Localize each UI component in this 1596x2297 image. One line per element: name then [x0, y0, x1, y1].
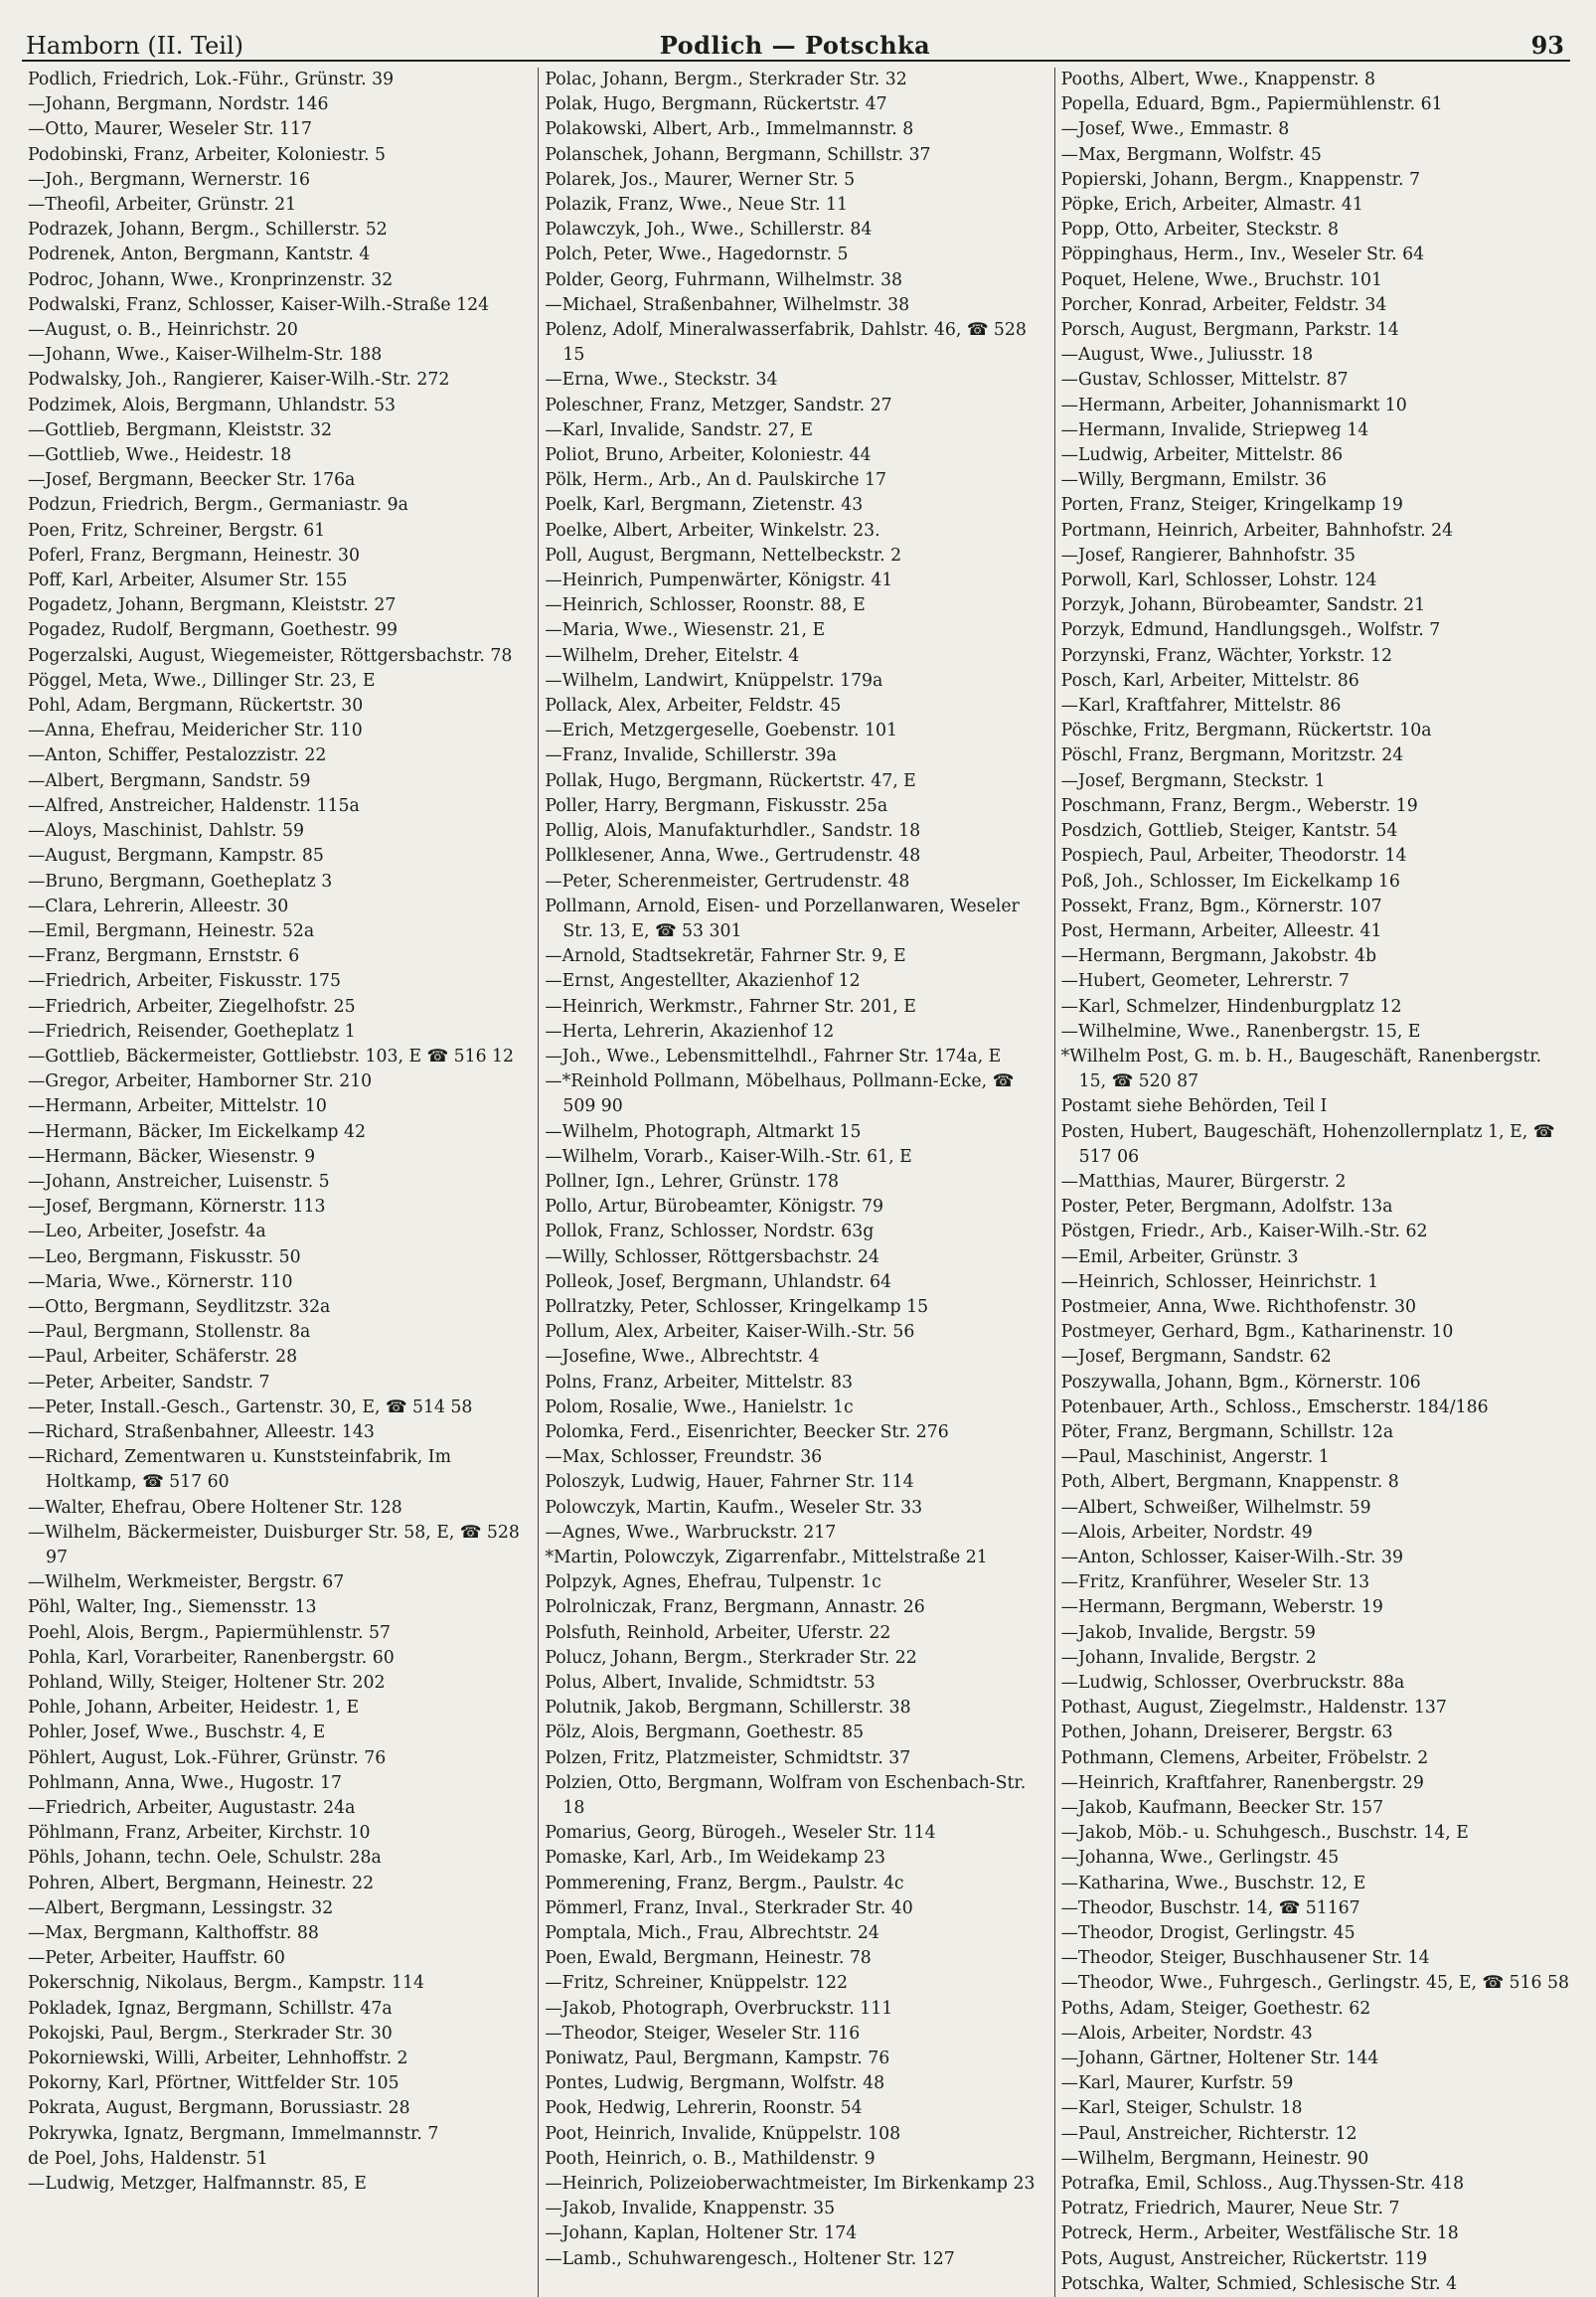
- directory-entry: —Gregor, Arbeiter, Hamborner Str. 210: [28, 1071, 373, 1092]
- directory-entry: —Fritz, Kranführer, Weseler Str. 13: [1060, 1572, 1370, 1593]
- directory-entry: —Wilhelm, Werkmeister, Bergstr. 67: [28, 1572, 345, 1593]
- directory-entry: Pöter, Franz, Bergmann, Schillstr. 12a: [1060, 1421, 1394, 1442]
- directory-entry: Poll, August, Bergmann, Nettelbeckstr. 2: [545, 545, 902, 566]
- directory-entry: —Hermann, Arbeiter, Mittelstr. 10: [28, 1096, 327, 1117]
- directory-entry: Pollratzky, Peter, Schlosser, Kringelkamp 15: [545, 1296, 929, 1317]
- directory-entry: —Josefine, Wwe., Albrechtstr. 4: [545, 1347, 820, 1368]
- directory-entry: Porten, Franz, Steiger, Kringelkamp 19: [1060, 495, 1403, 516]
- directory-entry: —Gottlieb, Bergmann, Kleiststr. 32: [28, 419, 333, 440]
- directory-entry: Pöggel, Meta, Wwe., Dillinger Str. 23, E: [28, 670, 376, 691]
- directory-entry: Post, Hermann, Arbeiter, Alleestr. 41: [1060, 920, 1382, 941]
- directory-entry: Podwalsky, Joh., Rangierer, Kaiser-Wilh.-Str. 272: [28, 370, 450, 391]
- directory-entry: Poller, Harry, Bergmann, Fiskusstr. 25a: [545, 795, 888, 816]
- directory-entry: Postmeyer, Gerhard, Bgm., Katharinenstr. 10: [1060, 1322, 1454, 1343]
- directory-entry: —Johann, Anstreicher, Luisenstr. 5: [28, 1171, 330, 1192]
- directory-entry: —Hermann, Invalide, Striepweg 14: [1060, 419, 1369, 440]
- directory-entry: Poen, Ewald, Bergmann, Heinestr. 78: [545, 1948, 872, 1969]
- directory-entry: —Karl, Schmelzer, Hindenburgplatz 12: [1060, 996, 1402, 1017]
- directory-entry: —Theodor, Drogist, Gerlingstr. 45: [1060, 1923, 1356, 1944]
- directory-entry: Podzimek, Alois, Bergmann, Uhlandstr. 53: [28, 395, 396, 415]
- directory-entry: Pohlmann, Anna, Wwe., Hugostr. 17: [28, 1772, 343, 1793]
- directory-entry: —Hermann, Arbeiter, Johannismarkt 10: [1060, 395, 1407, 415]
- directory-entry: Polsfuth, Reinhold, Arbeiter, Uferstr. 22: [545, 1622, 891, 1643]
- directory-entry: —Agnes, Wwe., Warbruckstr. 217: [545, 1522, 837, 1543]
- directory-entry: Podrazek, Johann, Bergm., Schillerstr. 52: [28, 220, 388, 241]
- directory-entry: —Jakob, Möb.- u. Schuhgesch., Buschstr. 14, E: [1060, 1823, 1469, 1844]
- directory-entry: Posten, Hubert, Baugeschäft, Hohenzollernplatz 1, E, ☎ 517 06: [1060, 1121, 1555, 1167]
- directory-entry: —Gottlieb, Wwe., Heidestr. 18: [28, 445, 292, 466]
- directory-entry: Potratz, Friedrich, Maurer, Neue Str. 7: [1060, 2199, 1400, 2219]
- directory-entry: Podlich, Friedrich, Lok.-Führ., Grünstr. 39: [28, 70, 395, 89]
- directory-entry: Pothen, Johann, Dreiserer, Bergstr. 63: [1060, 1723, 1393, 1743]
- directory-entry: Pokojski, Paul, Bergm., Sterkrader Str. 30: [28, 2023, 393, 2044]
- directory-entry: —Matthias, Maurer, Bürgerstr. 2: [1060, 1171, 1347, 1192]
- directory-entry: Pomptala, Mich., Frau, Albrechtstr. 24: [545, 1923, 879, 1944]
- directory-entry: Popp, Otto, Arbeiter, Steckstr. 8: [1060, 220, 1339, 241]
- running-head-district: Hamborn (II. Teil): [26, 32, 244, 60]
- directory-entry: Poot, Heinrich, Invalide, Knüppelstr. 108: [545, 2123, 901, 2144]
- directory-entry: Polleok, Josef, Bergmann, Uhlandstr. 64: [545, 1271, 892, 1292]
- directory-entry: Polucz, Johann, Bergm., Sterkrader Str. 22: [545, 1647, 917, 1668]
- directory-entry: Porcher, Konrad, Arbeiter, Feldstr. 34: [1060, 294, 1387, 315]
- directory-entry: Pogerzalski, August, Wiegemeister, Röttgersbachstr. 78: [28, 645, 513, 666]
- directory-entry: —Joh., Bergmann, Wernerstr. 16: [28, 169, 311, 190]
- directory-entry: Pollum, Alex, Arbeiter, Kaiser-Wilh.-Str. 56: [545, 1322, 915, 1343]
- directory-entry: —Heinrich, Schlosser, Heinrichstr. 1: [1060, 1271, 1379, 1292]
- directory-entry: —Friedrich, Reisender, Goetheplatz 1: [28, 1021, 356, 1042]
- directory-entry: Pöschke, Fritz, Bergmann, Rückertstr. 10a: [1060, 721, 1432, 741]
- directory-entry: Potreck, Herm., Arbeiter, Westfälische Str. 18: [1060, 2223, 1459, 2244]
- directory-entry: —Max, Schlosser, Freundstr. 36: [545, 1447, 823, 1468]
- directory-entry: Pohren, Albert, Bergmann, Heinestr. 22: [28, 1873, 375, 1893]
- directory-entry: Poferl, Franz, Bergmann, Heinestr. 30: [28, 545, 361, 566]
- directory-entry: —Erna, Wwe., Steckstr. 34: [545, 370, 778, 391]
- directory-entry: —Wilhelm, Bäckermeister, Duisburger Str. 58, E, ☎ 528 97: [28, 1522, 520, 1567]
- directory-entry: Pömmerl, Franz, Inval., Sterkrader Str. 40: [545, 1897, 913, 1918]
- directory-entry: Pothast, August, Ziegelmstr., Haldenstr. 137: [1060, 1698, 1447, 1719]
- directory-entry: Polpzyk, Agnes, Ehefrau, Tulpenstr. 1c: [545, 1572, 881, 1593]
- directory-entry: Pollner, Ign., Lehrer, Grünstr. 178: [545, 1171, 840, 1192]
- directory-entry: —Alois, Arbeiter, Nordstr. 43: [1060, 2023, 1313, 2044]
- directory-entry: Pokrywka, Ignatz, Bergmann, Immelmannstr. 7: [28, 2123, 439, 2144]
- directory-entry: Polakowski, Albert, Arb., Immelmannstr. 8: [545, 119, 914, 140]
- directory-entry: Pooth, Heinrich, o. B., Mathildenstr. 9: [545, 2148, 876, 2169]
- directory-entry: Posdzich, Gottlieb, Steiger, Kantstr. 54: [1060, 821, 1398, 842]
- directory-entry: —Paul, Maschinist, Angerstr. 1: [1060, 1447, 1330, 1468]
- directory-entry: Poschmann, Franz, Bergm., Weberstr. 19: [1060, 795, 1418, 816]
- directory-entry: —Johann, Wwe., Kaiser-Wilhelm-Str. 188: [28, 345, 383, 366]
- directory-entry: —Franz, Invalide, Schillerstr. 39a: [545, 745, 837, 766]
- directory-entry: —Joh., Wwe., Lebensmittelhdl., Fahrner Str. 174a, E: [545, 1046, 1002, 1066]
- directory-entry: —Jakob, Kaufmann, Beecker Str. 157: [1060, 1798, 1384, 1819]
- directory-entry: —Karl, Steiger, Schulstr. 18: [1060, 2098, 1303, 2119]
- directory-entry: Polutnik, Jakob, Bergmann, Schillerstr. 38: [545, 1698, 911, 1719]
- column-1: [22, 68, 538, 2297]
- directory-entry: Poquet, Helene, Wwe., Bruchstr. 101: [1060, 269, 1383, 290]
- directory-entry: —Walter, Ehefrau, Obere Holtener Str. 128: [28, 1497, 402, 1518]
- directory-entry: Polarek, Jos., Maurer, Werner Str. 5: [545, 169, 856, 190]
- directory-entry: Poehl, Alois, Bergm., Papiermühlenstr. 57: [28, 1622, 392, 1643]
- directory-entry: Pogadetz, Johann, Bergmann, Kleiststr. 27: [28, 595, 397, 616]
- directory-entry: Pothmann, Clemens, Arbeiter, Fröbelstr. 2: [1060, 1747, 1429, 1768]
- directory-entry: Pohland, Willy, Steiger, Holtener Str. 202: [28, 1673, 386, 1693]
- directory-entry: Pollak, Hugo, Bergmann, Rückertstr. 47, E: [545, 770, 916, 791]
- directory-entry: —Maria, Wwe., Wiesenstr. 21, E: [545, 620, 826, 641]
- directory-entry: —Josef, Bergmann, Beecker Str. 176a: [28, 470, 356, 491]
- directory-entry: —Wilhelm, Bergmann, Heinestr. 90: [1060, 2148, 1369, 2169]
- directory-entry: Porsch, August, Bergmann, Parkstr. 14: [1060, 320, 1399, 341]
- directory-entry: Polns, Franz, Arbeiter, Mittelstr. 83: [545, 1372, 854, 1393]
- directory-entry: Poth, Albert, Bergmann, Knappenstr. 8: [1060, 1472, 1399, 1493]
- directory-entry: Polak, Hugo, Bergmann, Rückertstr. 47: [545, 94, 887, 115]
- directory-entry: Poen, Fritz, Schreiner, Bergstr. 61: [28, 520, 326, 541]
- directory-entry: —Ludwig, Arbeiter, Mittelstr. 86: [1060, 445, 1344, 466]
- directory-entry: Potenbauer, Arth., Schloss., Emscherstr. 184/186: [1060, 1396, 1489, 1417]
- directory-entry: —Leo, Bergmann, Fiskusstr. 50: [28, 1246, 301, 1267]
- directory-entry: Poliot, Bruno, Arbeiter, Koloniestr. 44: [545, 445, 872, 466]
- directory-entry: —Paul, Arbeiter, Schäferstr. 28: [28, 1347, 298, 1368]
- directory-entry: —August, Bergmann, Kampstr. 85: [28, 846, 324, 867]
- directory-entry: —Arnold, Stadtsekretär, Fahrner Str. 9, E: [545, 946, 906, 967]
- directory-entry: Pohl, Adam, Bergmann, Rückertstr. 30: [28, 696, 364, 717]
- directory-entry: Porzynski, Franz, Wächter, Yorkstr. 12: [1060, 645, 1392, 666]
- directory-entry: —Albert, Bergmann, Sandstr. 59: [28, 770, 311, 791]
- directory-entry: Pöpke, Erich, Arbeiter, Almastr. 41: [1060, 195, 1363, 216]
- directory-entry: Posch, Karl, Arbeiter, Mittelstr. 86: [1060, 670, 1359, 691]
- directory-entry: Pots, August, Anstreicher, Rückertstr. 119: [1060, 2248, 1428, 2269]
- directory-entry: Pöhl, Walter, Ing., Siemensstr. 13: [28, 1597, 317, 1618]
- directory-entry: Pollmann, Arnold, Eisen- und Porzellanwaren, Weseler Str. 13, E, ☎ 53 301: [545, 896, 1020, 941]
- directory-entry: Pomarius, Georg, Bürogeh., Weseler Str. 114: [545, 1823, 936, 1844]
- directory-entry: Pook, Hedwig, Lehrerin, Roonstr. 54: [545, 2098, 863, 2119]
- directory-entry: —Aloys, Maschinist, Dahlstr. 59: [28, 821, 304, 842]
- directory-entry: Pospiech, Paul, Arbeiter, Theodorstr. 14: [1060, 846, 1407, 867]
- directory-entry: Polac, Johann, Bergm., Sterkrader Str. 32: [545, 70, 907, 89]
- directory-entry: —Jakob, Invalide, Knappenstr. 35: [545, 2199, 836, 2219]
- directory-entry: Popella, Eduard, Bgm., Papiermühlenstr. 61: [1060, 94, 1443, 115]
- directory-entry: —Theodor, Wwe., Fuhrgesch., Gerlingstr. 45, E, ☎ 516 58: [1060, 1973, 1570, 1994]
- directory-entry: —Erich, Metzgergeselle, Goebenstr. 101: [545, 721, 897, 741]
- directory-entry: Porzyk, Johann, Bürobeamter, Sandstr. 21: [1060, 595, 1426, 616]
- directory-entry: —Anton, Schlosser, Kaiser-Wilh.-Str. 39: [1060, 1547, 1403, 1567]
- directory-entry: Polowczyk, Martin, Kaufm., Weseler Str. 33: [545, 1497, 923, 1518]
- directory-entry: Polrolniczak, Franz, Bergmann, Annastr. 26: [545, 1597, 925, 1618]
- directory-entry: —Michael, Straßenbahner, Wilhelmstr. 38: [545, 294, 910, 315]
- directory-entry: —Richard, Straßenbahner, Alleestr. 143: [28, 1421, 375, 1442]
- directory-entry: —Johann, Bergmann, Nordstr. 146: [28, 94, 329, 115]
- directory-entry: —Hermann, Bäcker, Im Eickelkamp 42: [28, 1121, 366, 1142]
- directory-entry: —Jakob, Photograph, Overbruckstr. 111: [545, 1998, 893, 2019]
- directory-entry: —Wilhelm, Photograph, Altmarkt 15: [545, 1121, 862, 1142]
- directory-entry: *Martin, Polowczyk, Zigarrenfabr., Mittelstraße 21: [545, 1547, 988, 1567]
- directory-entry: Poths, Adam, Steiger, Goethestr. 62: [1060, 1998, 1371, 2019]
- directory-entry: —Josef, Bergmann, Steckstr. 1: [1060, 770, 1326, 791]
- directory-entry: Pollklesener, Anna, Wwe., Gertrudenstr. 48: [545, 846, 921, 867]
- directory-entry: Polanschek, Johann, Bergmann, Schillstr. 37: [545, 144, 931, 165]
- directory-entry: —Hermann, Bergmann, Weberstr. 19: [1060, 1597, 1383, 1618]
- directory-entry: Pöhlert, August, Lok.-Führer, Grünstr. 76: [28, 1747, 387, 1768]
- directory-entry: Potrafka, Emil, Schloss., Aug.Thyssen-Str. 418: [1060, 2174, 1465, 2195]
- directory-entry: —Alfred, Anstreicher, Haldenstr. 115a: [28, 795, 360, 816]
- directory-entry: —Friedrich, Arbeiter, Fiskusstr. 175: [28, 971, 342, 992]
- directory-entry: Postmeier, Anna, Wwe. Richthofenstr. 30: [1060, 1296, 1417, 1317]
- directory-entry: Polenz, Adolf, Mineralwasserfabrik, Dahlstr. 46, ☎ 528 15: [545, 320, 1027, 366]
- directory-entry: —Bruno, Bergmann, Goetheplatz 3: [28, 871, 333, 892]
- directory-entry: Poelk, Karl, Bergmann, Zietenstr. 43: [545, 495, 864, 516]
- directory-entry: Pollo, Artur, Bürobeamter, Königstr. 79: [545, 1197, 883, 1218]
- directory-entry: —Josef, Wwe., Emmastr. 8: [1060, 119, 1290, 140]
- directory-entry: —Ludwig, Schlosser, Overbruckstr. 88a: [1060, 1673, 1405, 1693]
- directory-entry: Pölk, Herm., Arb., An d. Paulskirche 17: [545, 470, 886, 491]
- directory-entry: —Theodor, Steiger, Weseler Str. 116: [545, 2023, 861, 2044]
- directory-entry: Portmann, Heinrich, Arbeiter, Bahnhofstr. 24: [1060, 520, 1454, 541]
- directory-entry: Pohla, Karl, Vorarbeiter, Ranenbergstr. 60: [28, 1647, 395, 1668]
- directory-entry: —Wilhelm, Vorarb., Kaiser-Wilh.-Str. 61, E: [545, 1146, 912, 1167]
- directory-entry: Polch, Peter, Wwe., Hagedornstr. 5: [545, 245, 849, 265]
- directory-entry: Pomaske, Karl, Arb., Im Weidekamp 23: [545, 1848, 885, 1869]
- page-header: [22, 20, 1570, 62]
- directory-entry: Polder, Georg, Fuhrmann, Wilhelmstr. 38: [545, 269, 902, 290]
- directory-entry: —Clara, Lehrerin, Alleestr. 30: [28, 896, 289, 916]
- directory-entry: Pokorniewski, Willi, Arbeiter, Lehnhoffstr. 2: [28, 2049, 408, 2069]
- directory-entry: —Heinrich, Werkmstr., Fahrner Str. 201, E: [545, 996, 916, 1017]
- directory-entry: —Wilhelm, Landwirt, Knüppelstr. 179a: [545, 670, 883, 691]
- directory-entry: Podobinski, Franz, Arbeiter, Koloniestr. 5: [28, 144, 387, 165]
- directory-entry: Postamt siehe Behörden, Teil I: [1060, 1096, 1328, 1117]
- directory-entry: Pokladek, Ignaz, Bergmann, Schillstr. 47a: [28, 1998, 393, 2019]
- directory-entry: Podzun, Friedrich, Bergm., Germaniastr. 9a: [28, 495, 408, 516]
- directory-entry: —Theodor, Buschstr. 14, ☎ 51167: [1060, 1897, 1360, 1918]
- directory-entry: —Heinrich, Pumpenwärter, Königstr. 41: [545, 571, 893, 591]
- directory-entry: Potschka, Walter, Schmied, Schlesische Str. 4: [1060, 2273, 1458, 2294]
- directory-entry: —Max, Bergmann, Kalthoffstr. 88: [28, 1923, 319, 1944]
- directory-entry: Poszywalla, Johann, Bgm., Körnerstr. 106: [1060, 1372, 1421, 1393]
- directory-entry: —Josef, Bergmann, Sandstr. 62: [1060, 1347, 1332, 1368]
- directory-entry: —Albert, Bergmann, Lessingstr. 32: [28, 1897, 334, 1918]
- directory-entry: —Lamb., Schuhwarengesch., Holtener Str. 127: [545, 2248, 955, 2269]
- directory-entry: —Hermann, Bäcker, Wiesenstr. 9: [28, 1146, 316, 1167]
- directory-entry: —Karl, Kraftfahrer, Mittelstr. 86: [1060, 696, 1342, 717]
- directory-entry: Polzien, Otto, Bergmann, Wolfram von Eschenbach-Str. 18: [545, 1772, 1027, 1819]
- directory-entry: Pollig, Alois, Manufakturhdler., Sandstr. 18: [545, 821, 921, 842]
- directory-entry: Pokrata, August, Bergmann, Borussiastr. 28: [28, 2098, 410, 2119]
- directory-entry: —Maria, Wwe., Körnerstr. 110: [28, 1271, 293, 1292]
- directory-entry: —Alois, Arbeiter, Nordstr. 49: [1060, 1522, 1313, 1543]
- directory-entry: —Jakob, Invalide, Bergstr. 59: [1060, 1622, 1316, 1643]
- directory-entry: —Johann, Gärtner, Holtener Str. 144: [1060, 2049, 1379, 2069]
- directory-entry: —Ludwig, Metzger, Halfmannstr. 85, E: [28, 2174, 367, 2195]
- directory-entry: Pölz, Alois, Bergmann, Goethestr. 85: [545, 1723, 865, 1743]
- directory-entry: —Herta, Lehrerin, Akazienhof 12: [545, 1021, 835, 1042]
- directory-entry: Poleschner, Franz, Metzger, Sandstr. 27: [545, 395, 892, 415]
- directory-entry: —Paul, Anstreicher, Richterstr. 12: [1060, 2123, 1357, 2144]
- directory-entry: —August, Wwe., Juliusstr. 18: [1060, 345, 1314, 366]
- directory-entry: Pokorny, Karl, Pförtner, Wittfelder Str. 105: [28, 2073, 399, 2094]
- directory-entry: —Johann, Kaplan, Holtener Str. 174: [545, 2223, 858, 2244]
- directory-entry: Poloszyk, Ludwig, Hauer, Fahrner Str. 114: [545, 1472, 914, 1493]
- directory-entry: Pooths, Albert, Wwe., Knappenstr. 8: [1060, 70, 1376, 89]
- directory-entry: Pöstgen, Friedr., Arb., Kaiser-Wilh.-Str. 62: [1060, 1222, 1428, 1242]
- directory-entry: —*Reinhold Pollmann, Möbelhaus, Pollmann-Ecke, ☎ 509 90: [545, 1071, 1015, 1117]
- directory-entry: —Richard, Zementwaren u. Kunststeinfabrik, Im Holtkamp, ☎ 517 60: [28, 1447, 452, 1493]
- directory-entry: —Max, Bergmann, Wolfstr. 45: [1060, 144, 1322, 165]
- directory-entry: —Peter, Scherenmeister, Gertrudenstr. 48: [545, 871, 910, 892]
- page-number: 93: [1530, 31, 1564, 60]
- directory-entry: Podroc, Johann, Wwe., Kronprinzenstr. 32: [28, 269, 394, 290]
- running-head-range: Podlich — Potschka: [659, 31, 931, 60]
- directory-entry: —Josef, Rangierer, Bahnhofstr. 35: [1060, 545, 1356, 566]
- directory-entry: —Willy, Bergmann, Emilstr. 36: [1060, 470, 1327, 491]
- directory-entry: —Gustav, Schlosser, Mittelstr. 87: [1060, 370, 1349, 391]
- directory-entry: Pöhlmann, Franz, Arbeiter, Kirchstr. 10: [28, 1823, 371, 1844]
- directory-entry: —Otto, Maurer, Weseler Str. 117: [28, 119, 312, 140]
- directory-entry: —Franz, Bergmann, Ernststr. 6: [28, 946, 300, 967]
- directory-entry: Polomka, Ferd., Eisenrichter, Beecker Str. 276: [545, 1421, 949, 1442]
- directory-entry: Porzyk, Edmund, Handlungsgeh., Wolfstr. 7: [1060, 620, 1441, 641]
- directory-entry: —Heinrich, Schlosser, Roonstr. 88, E: [545, 595, 866, 616]
- directory-entry: —Hermann, Bergmann, Jakobstr. 4b: [1060, 946, 1377, 967]
- directory-entry: —Karl, Invalide, Sandstr. 27, E: [545, 419, 814, 440]
- directory-entry: —Emil, Arbeiter, Grünstr. 3: [1060, 1246, 1299, 1267]
- directory-entry: —Friedrich, Arbeiter, Ziegelhofstr. 25: [28, 996, 356, 1017]
- directory-entry: —Friedrich, Arbeiter, Augustastr. 24a: [28, 1798, 356, 1819]
- directory-entry: Poster, Peter, Bergmann, Adolfstr. 13a: [1060, 1197, 1393, 1218]
- directory-entry: —Anna, Ehefrau, Meidericher Str. 110: [28, 721, 363, 741]
- directory-entry: Pommerening, Franz, Bergm., Paulstr. 4c: [545, 1873, 904, 1893]
- directory-entry: Pohle, Johann, Arbeiter, Heidestr. 1, E: [28, 1698, 360, 1719]
- directory-entry: Pöppinghaus, Herm., Inv., Weseler Str. 64: [1060, 245, 1425, 265]
- directory-entry: Possekt, Franz, Bgm., Körnerstr. 107: [1060, 896, 1382, 916]
- directory-entry: —Leo, Arbeiter, Josefstr. 4a: [28, 1222, 266, 1242]
- directory-entry: Polazik, Franz, Wwe., Neue Str. 11: [545, 195, 848, 216]
- directory-entry: —Josef, Bergmann, Körnerstr. 113: [28, 1197, 326, 1218]
- directory-entry: —Anton, Schiffer, Pestalozzistr. 22: [28, 745, 327, 766]
- directory-entry: Podrenek, Anton, Bergmann, Kantstr. 4: [28, 245, 371, 265]
- directory-entry: —Hubert, Geometer, Lehrerstr. 7: [1060, 971, 1350, 992]
- directory-entry: —Otto, Bergmann, Seydlitzstr. 32a: [28, 1296, 331, 1317]
- directory-entry: Poff, Karl, Arbeiter, Alsumer Str. 155: [28, 571, 348, 591]
- directory-entry: —Ernst, Angestellter, Akazienhof 12: [545, 971, 861, 992]
- directory-entry: Polom, Rosalie, Wwe., Hanielstr. 1c: [545, 1396, 854, 1417]
- directory-entry: —Fritz, Schreiner, Knüppelstr. 122: [545, 1973, 848, 1994]
- directory-entry: Polzen, Fritz, Platzmeister, Schmidtstr. 37: [545, 1747, 911, 1768]
- directory-entry: Pollok, Franz, Schlosser, Nordstr. 63g: [545, 1222, 875, 1242]
- directory-entry: Poniwatz, Paul, Bergmann, Kampstr. 76: [545, 2049, 890, 2069]
- directory-entry: —Karl, Maurer, Kurfstr. 59: [1060, 2073, 1294, 2094]
- directory-entry: Podwalski, Franz, Schlosser, Kaiser-Wilh.-Straße 124: [28, 294, 490, 315]
- directory-entry: —Peter, Arbeiter, Hauffstr. 60: [28, 1948, 285, 1969]
- directory-entry: —Theodor, Steiger, Buschhausener Str. 14: [1060, 1948, 1430, 1969]
- directory-entry: Pollack, Alex, Arbeiter, Feldstr. 45: [545, 696, 842, 717]
- directory-entry: —August, o. B., Heinrichstr. 20: [28, 320, 298, 341]
- directory-entry: Poelke, Albert, Arbeiter, Winkelstr. 23.: [545, 520, 880, 541]
- directory-entry: Popierski, Johann, Bergm., Knappenstr. 7: [1060, 169, 1421, 190]
- directory-entry: Pokerschnig, Nikolaus, Bergm., Kampstr. 114: [28, 1973, 424, 1994]
- directory-entry: —Willy, Schlosser, Röttgersbachstr. 24: [545, 1246, 880, 1267]
- directory-entry: —Heinrich, Kraftfahrer, Ranenbergstr. 29: [1060, 1772, 1424, 1793]
- directory-entry: —Paul, Bergmann, Stollenstr. 8a: [28, 1322, 311, 1343]
- directory-entry: Pohler, Josef, Wwe., Buschstr. 4, E: [28, 1723, 326, 1743]
- directory-entry: Pontes, Ludwig, Bergmann, Wolfstr. 48: [545, 2073, 885, 2094]
- directory-entry: Poß, Joh., Schlosser, Im Eickelkamp 16: [1060, 871, 1400, 892]
- column-3: [1054, 68, 1570, 2297]
- directory-entry: Polus, Albert, Invalide, Schmidtstr. 53: [545, 1673, 876, 1693]
- directory-entry: —Johanna, Wwe., Gerlingstr. 45: [1060, 1848, 1340, 1869]
- directory-entry: —Wilhelm, Dreher, Eitelstr. 4: [545, 645, 800, 666]
- directory-entry: Polawczyk, Joh., Wwe., Schillerstr. 84: [545, 220, 873, 241]
- directory-entry: —Emil, Bergmann, Heinestr. 52a: [28, 920, 315, 941]
- directory-entry: Pöschl, Franz, Bergmann, Moritzstr. 24: [1060, 745, 1404, 766]
- directory-entry: Pogadez, Rudolf, Bergmann, Goethestr. 99: [28, 620, 399, 641]
- column-2: [538, 68, 1053, 2297]
- directory-entry: —Theofil, Arbeiter, Grünstr. 21: [28, 195, 297, 216]
- directory-entry: —Wilhelmine, Wwe., Ranenbergstr. 15, E: [1060, 1021, 1421, 1042]
- directory-entry: —Albert, Schweißer, Wilhelmstr. 59: [1060, 1497, 1371, 1518]
- directory-entry: Pöhls, Johann, techn. Oele, Schulstr. 28a: [28, 1848, 382, 1869]
- directory-entry: de Poel, Johs, Haldenstr. 51: [28, 2148, 268, 2169]
- directory-entry: —Johann, Invalide, Bergstr. 2: [1060, 1647, 1317, 1668]
- directory-entry: *Wilhelm Post, G. m. b. H., Baugeschäft, Ranenbergstr. 15, ☎ 520 87: [1060, 1046, 1542, 1092]
- directory-entry: —Katharina, Wwe., Buschstr. 12, E: [1060, 1873, 1366, 1893]
- directory-entry: —Gottlieb, Bäckermeister, Gottliebstr. 103, E ☎ 516 12: [28, 1046, 515, 1066]
- directory-entry: —Heinrich, Polizeioberwachtmeister, Im Birkenkamp 23: [545, 2174, 1036, 2195]
- directory-entry: Porwoll, Karl, Schlosser, Lohstr. 124: [1060, 571, 1377, 591]
- entry-columns: [22, 68, 1570, 2297]
- directory-entry: —Peter, Install.-Gesch., Gartenstr. 30, E, ☎ 514 58: [28, 1396, 473, 1417]
- directory-entry: —Peter, Arbeiter, Sandstr. 7: [28, 1372, 270, 1393]
